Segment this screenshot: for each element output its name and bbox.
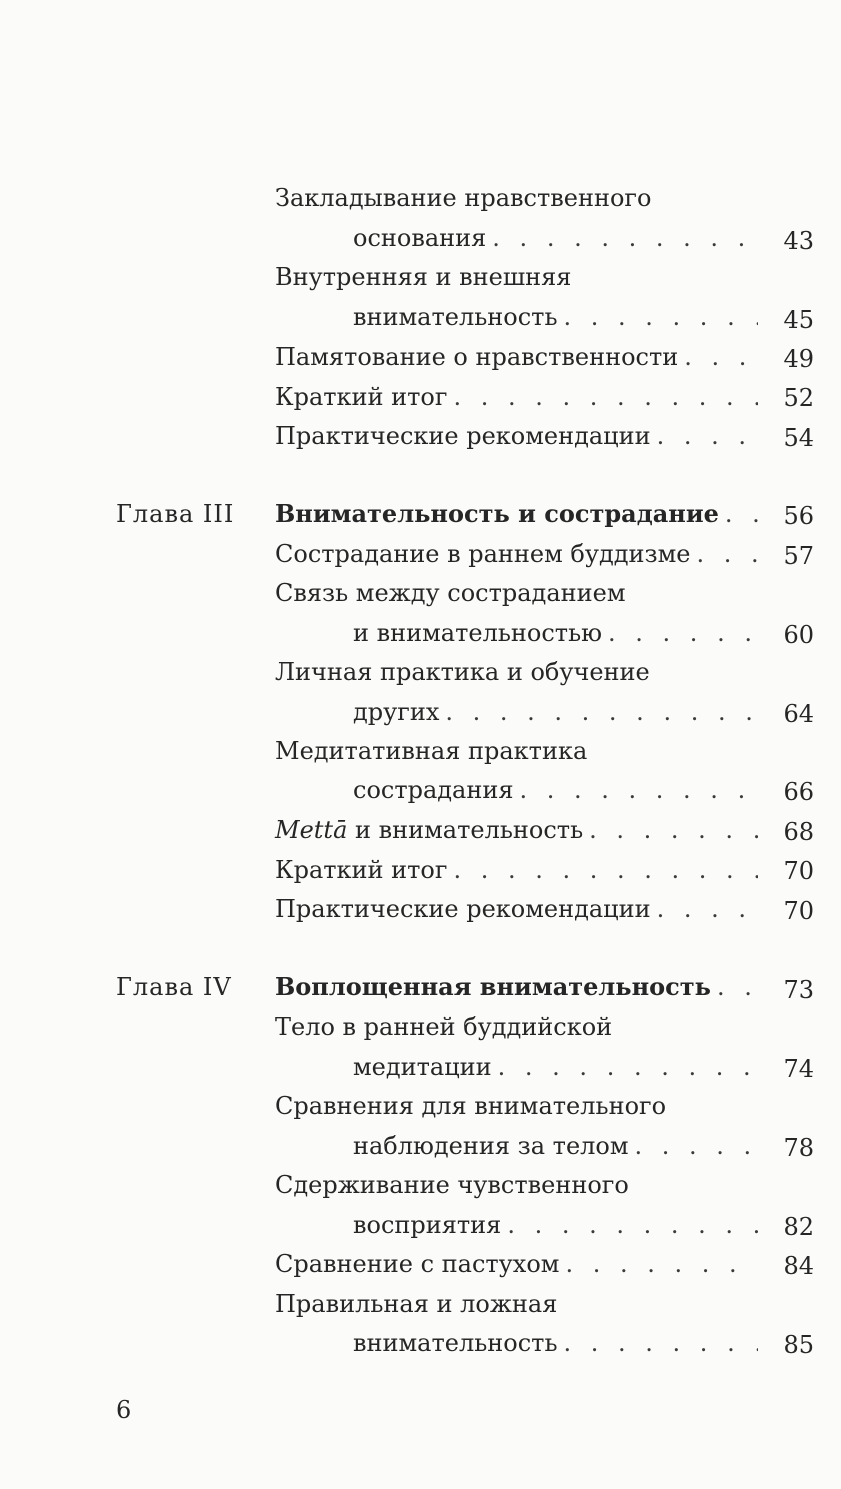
chapter-entry [275,497,758,531]
toc-entry-title: Памятование о нравственности [275,343,679,371]
toc-entry-title: Практические рекомендации [275,422,651,450]
toc-page-number: 56 [783,502,814,530]
toc-entry [275,813,758,847]
toc-entry-continuation [353,221,758,255]
toc-entry [275,537,758,571]
chapter-title: Внимательность и сострадание [275,499,719,528]
dot-leader [725,497,758,531]
dot-leader [717,970,758,1004]
toc-entry [275,892,758,926]
chapter-label: Глава IV [116,973,232,1001]
toc-entry [275,853,758,887]
toc-page-number: 64 [783,700,814,728]
dot-leader [498,1050,758,1084]
toc-page-number: 66 [783,778,814,806]
toc-entry-title: Закладывание нравственного [275,184,652,212]
dot-leader [445,695,758,729]
toc-entry-title: Связь между состраданием [275,579,626,607]
dot-leader [589,813,758,847]
toc-page-number: 68 [783,818,814,846]
toc-entry-title-cont: и внимательностью [353,619,603,647]
toc-entry-title: Сдерживание чувственного [275,1171,629,1199]
toc-page-number: 60 [783,621,814,649]
toc-entry-continuation [353,1129,758,1163]
chapter-entry [275,970,758,1004]
toc-entry-title: Сравнения для внимательного [275,1092,667,1120]
toc-page-number: 45 [783,306,814,334]
dot-leader [492,221,758,255]
toc-page-number: 52 [783,384,814,412]
toc-entry-title: Сравнение с пастухом [275,1250,560,1278]
toc-page-number: 57 [783,542,814,570]
toc-page-number: 70 [783,897,814,925]
dot-leader [657,892,758,926]
dot-leader [697,537,759,571]
toc-entry [275,340,758,374]
page-folio-number: 6 [116,1396,132,1424]
toc-entry-continuation [353,616,758,650]
toc-entry-title-cont: медитации [353,1053,492,1081]
dot-leader [564,300,758,334]
toc-entry-continuation [353,1208,758,1242]
toc-entry-title-cont: других [353,698,440,726]
toc-page-number: 43 [783,227,814,255]
toc-entry [275,419,758,453]
toc-page-number: 73 [783,976,814,1004]
toc-page-number: 74 [783,1055,814,1083]
dot-leader [608,616,758,650]
toc-entry-title: Внутренняя и внешняя [275,263,572,291]
toc-entry-title-rest: и внимательность [347,816,584,844]
dot-leader [520,773,759,807]
toc-entry-title-cont: наблюдения за телом [353,1132,629,1160]
dot-leader [565,1247,758,1281]
toc-entry-title-cont: внимательность [353,1329,558,1357]
toc-entry-title: Тело в ранней буддийской [275,1013,613,1041]
toc-page-number: 85 [783,1331,814,1359]
toc-page-number: 82 [783,1213,814,1241]
toc-page-number: 54 [783,424,814,452]
toc-page-number: 49 [783,345,814,373]
dot-leader [564,1326,758,1360]
toc-entry-continuation [353,1326,758,1360]
toc-entry-title [275,813,583,847]
toc-entry-continuation [353,695,758,729]
dot-leader [635,1129,758,1163]
chapter-title: Воплощенная внимательность [275,972,711,1001]
toc-entry-continuation [353,773,758,807]
toc-entry-title: Краткий итог [275,856,448,884]
toc-page-number: 78 [783,1134,814,1162]
toc-entry [275,380,758,414]
toc-entry [275,1247,758,1281]
toc-entry-title: Краткий итог [275,383,448,411]
toc-entry-title-cont: основания [353,224,487,252]
toc-entry-title: Медитативная практика [275,737,588,765]
toc-entry-title-cont: сострадания [353,776,514,804]
dot-leader [453,380,758,414]
chapter-label: Глава III [116,500,235,528]
toc-page-number: 70 [783,857,814,885]
toc-entry-title-cont: восприятия [353,1211,502,1239]
toc-page-number: 84 [783,1252,814,1280]
toc-entry-continuation [353,300,758,334]
toc-entry-title: Практические рекомендации [275,895,651,923]
toc-entry-continuation [353,1050,758,1084]
toc-entry-title: Правильная и ложная [275,1290,558,1318]
dot-leader [684,340,758,374]
dot-leader [507,1208,758,1242]
toc-entry-title-cont: внимательность [353,303,558,331]
toc-entry-title: Личная практика и обучение [275,658,650,686]
pali-term: Mettā [275,816,348,844]
dot-leader [657,419,758,453]
dot-leader [453,853,758,887]
toc-entry-title: Сострадание в раннем буддизме [275,540,691,568]
